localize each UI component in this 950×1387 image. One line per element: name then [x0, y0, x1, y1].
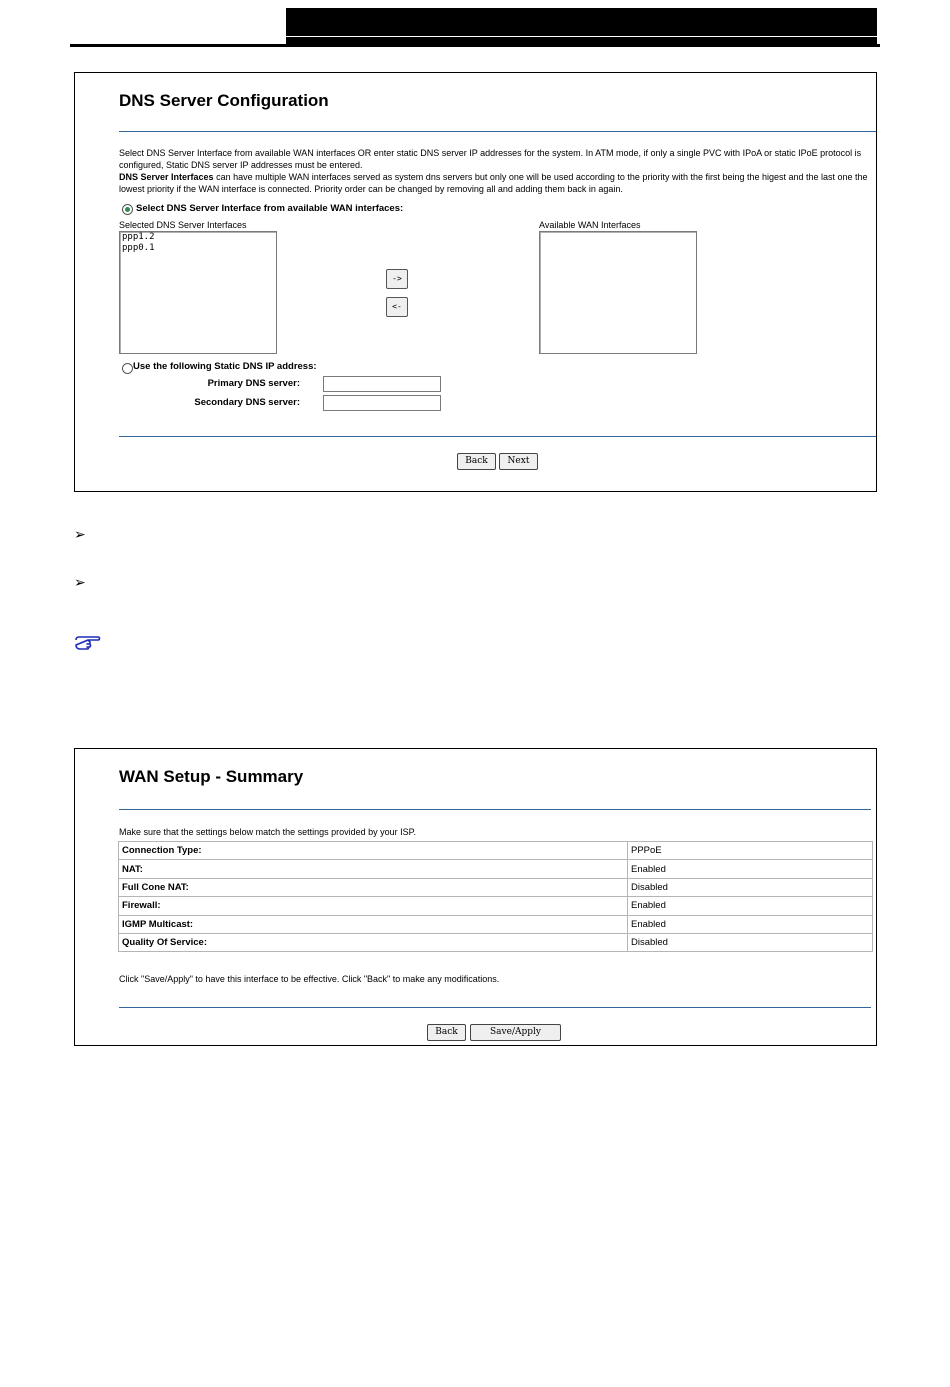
row-key: Quality Of Service: — [119, 933, 628, 951]
primary-dns-label: Primary DNS server: — [207, 378, 300, 389]
save-apply-button[interactable]: Save/Apply — [470, 1024, 561, 1041]
row-key: IGMP Multicast: — [119, 915, 628, 933]
table-row — [119, 933, 873, 951]
header-bar-line — [286, 36, 877, 37]
row-value: PPPoE — [628, 842, 873, 860]
page-title: WAN Setup - Summary — [119, 767, 304, 786]
header-rule — [70, 44, 880, 47]
list-item[interactable]: ppp0.1 — [122, 243, 155, 253]
table-row — [119, 842, 873, 860]
row-value: Enabled — [628, 915, 873, 933]
title-divider — [119, 809, 871, 810]
available-interfaces-listbox[interactable] — [539, 231, 697, 354]
summary-table — [118, 841, 873, 952]
row-value: Disabled — [628, 933, 873, 951]
radio-dns-interface[interactable] — [122, 204, 133, 215]
next-button[interactable]: Next — [499, 453, 538, 470]
row-value: Enabled — [628, 897, 873, 915]
row-key: Connection Type: — [119, 842, 628, 860]
radio-static-dns[interactable] — [122, 363, 133, 374]
dns-description — [119, 147, 875, 195]
footer-divider — [119, 1007, 871, 1008]
wan-summary-panel — [74, 748, 877, 1046]
arrow-bullet-icon: ➢ — [74, 527, 86, 543]
list-item[interactable]: ppp1.2 — [122, 232, 155, 242]
row-value: Enabled — [628, 860, 873, 878]
row-key: Firewall: — [119, 897, 628, 915]
desc-line-2: can have multiple WAN interfaces served as system dns servers but only one will be used according to the priority with the first being the higest and the last one the lowest priority if the WAN interface is connected. Priority order can be changed by removing all and adding them back in again. — [119, 172, 868, 194]
row-key: NAT: — [119, 860, 628, 878]
pointing-hand-icon — [74, 634, 102, 652]
primary-dns-input[interactable] — [323, 376, 441, 392]
back-button[interactable]: Back — [427, 1024, 466, 1041]
secondary-dns-label: Secondary DNS server: — [194, 397, 300, 408]
title-divider — [119, 131, 876, 132]
summary-intro: Make sure that the settings below match the settings provided by your ISP. — [119, 827, 416, 837]
desc-bold-term: DNS Server Interfaces — [119, 172, 214, 182]
desc-line-1: Select DNS Server Interface from available WAN interfaces OR enter static DNS server IP addresses for the system. In ATM mode, if only a single PVC with IPoA or static IPoE protocol is configured, Static DNS server IP addresses must be entered. — [119, 148, 862, 170]
page-title: DNS Server Configuration — [119, 91, 329, 110]
row-value: Disabled — [628, 878, 873, 896]
selected-interfaces-listbox[interactable] — [119, 231, 277, 354]
table-row — [119, 897, 873, 915]
table-row — [119, 915, 873, 933]
row-key: Full Cone NAT: — [119, 878, 628, 896]
radio-dns-interface-label: Select DNS Server Interface from available WAN interfaces: — [136, 203, 404, 214]
radio-static-dns-label: Use the following Static DNS IP address: — [133, 361, 317, 372]
move-left-button[interactable]: <- — [386, 297, 408, 317]
table-row — [119, 878, 873, 896]
arrow-bullet-icon: ➢ — [74, 575, 86, 591]
move-right-button[interactable]: -> — [386, 269, 408, 289]
table-row — [119, 860, 873, 878]
selected-list-label: Selected DNS Server Interfaces — [119, 220, 247, 230]
footer-note: Click "Save/Apply" to have this interface to be effective. Click "Back" to make any modifications. — [119, 974, 500, 984]
secondary-dns-input[interactable] — [323, 395, 441, 411]
available-list-label: Available WAN Interfaces — [539, 220, 641, 230]
footer-divider — [119, 436, 876, 437]
header-black-bar — [286, 8, 877, 44]
back-button[interactable]: Back — [457, 453, 496, 470]
dns-config-panel — [74, 72, 877, 492]
